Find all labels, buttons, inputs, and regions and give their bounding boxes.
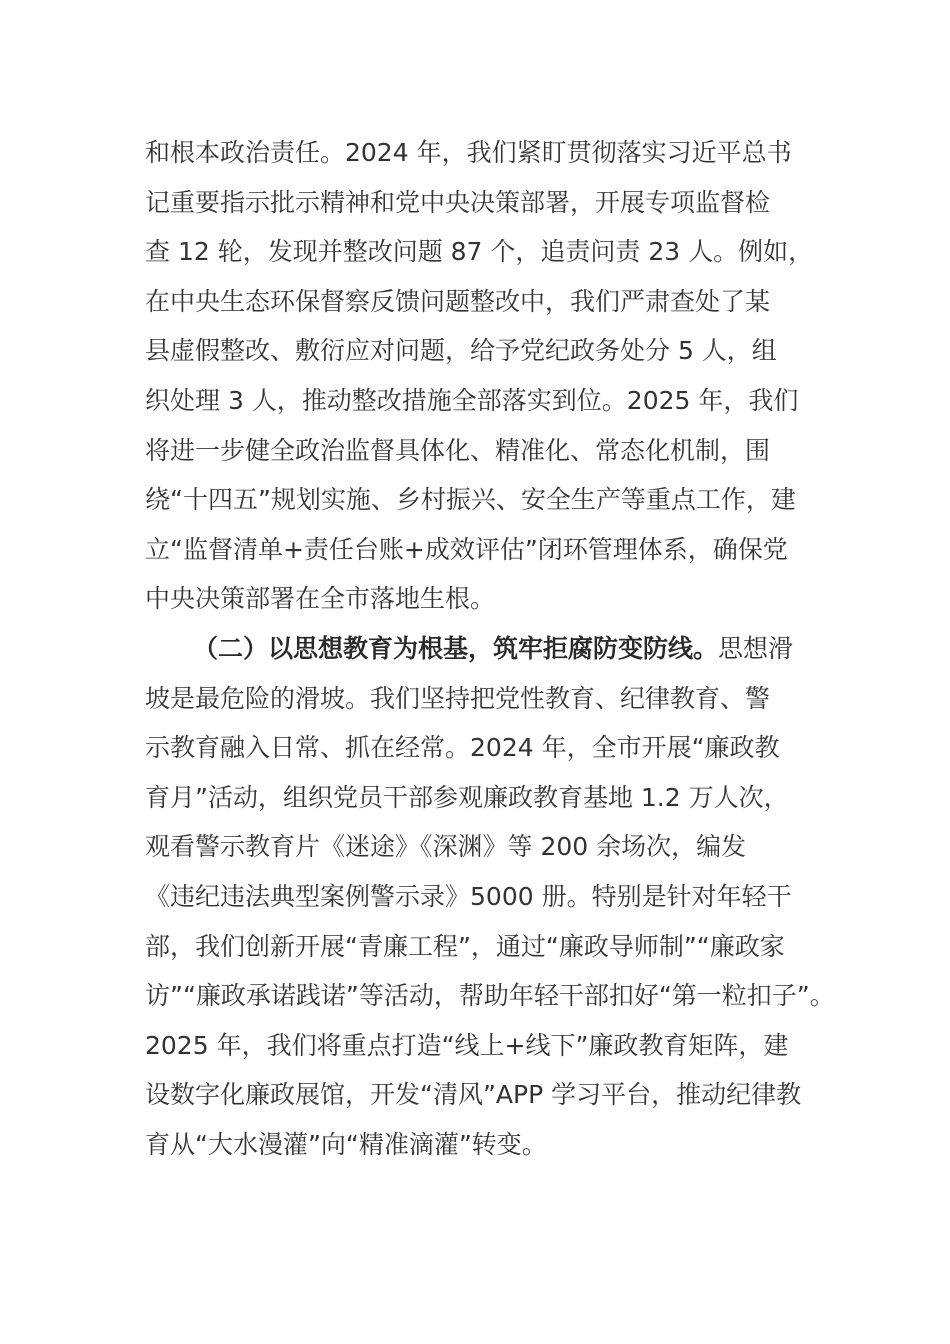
paragraph-2-first-text: 思想滑 bbox=[718, 633, 794, 663]
text-line: 县虚假整改、敷衍应对问题，给予党纪政务处分 5 人，组 bbox=[145, 336, 777, 366]
text-line: 和根本政治责任。2024 年，我们紧盯贯彻落实习近平总书 bbox=[145, 138, 792, 167]
text-line: 育月”活动，组织党员干部参观廉政教育基地 1.2 万人次， bbox=[145, 782, 789, 812]
text-line: 设数字化廉政展馆，开发“清风”APP 学习平台，推动纪律教 bbox=[145, 1080, 802, 1110]
text-line: 绕“十四五”规划实施、乡村振兴、安全生产等重点工作，建 bbox=[145, 485, 796, 515]
text-line: 部，我们创新开展“青廉工程”，通过“廉政导师制”“廉政家 bbox=[145, 931, 785, 961]
text-line: 中央决策部署在全市落地生根。 bbox=[145, 584, 496, 614]
text-line: 示教育融入日常、抓在经常。2024 年，全市开展“廉政教 bbox=[145, 733, 780, 763]
text-line: 在中央生态环保督察反馈问题整改中，我们严肃查处了某 bbox=[145, 286, 771, 316]
text-line: 育从“大水漫灌”向“精准滴灌”转变。 bbox=[145, 1129, 547, 1159]
paragraph-2-first-line bbox=[145, 624, 825, 674]
text-line: 访”“廉政承诺践诺”等活动，帮助年轻干部扣好“第一粒扣子”。 bbox=[145, 981, 835, 1011]
text-line: 查 12 轮，发现并整改问题 87 个，追责问责 23 人。例如， bbox=[145, 237, 814, 267]
section-heading: （二）以思想教育为根基，筑牢拒腐防变防线。 bbox=[193, 633, 719, 663]
text-line: 立“监督清单+责任台账+成效评估”闭环管理体系，确保党 bbox=[145, 534, 788, 564]
paragraph-2 bbox=[145, 624, 835, 1170]
document-body bbox=[145, 128, 835, 1169]
text-line: 2025 年，我们将重点打造“线上+线下”廉政教育矩阵，建 bbox=[145, 1030, 789, 1060]
text-line: 《违纪违法典型案例警示录》5000 册。特别是针对年轻干 bbox=[145, 881, 792, 911]
paragraph-1 bbox=[145, 128, 825, 624]
text-line: 织处理 3 人，推动整改措施全部落实到位。2025 年，我们 bbox=[145, 385, 799, 415]
text-line: 将进一步健全政治监督具体化、精准化、常态化机制，围 bbox=[145, 435, 771, 465]
text-line: 观看警示教育片《迷途》《深渊》等 200 余场次，编发 bbox=[145, 832, 747, 862]
text-line: 坡是最危险的滑坡。我们坚持把党性教育、纪律教育、警 bbox=[145, 683, 771, 713]
text-line: 记重要指示批示精神和党中央决策部署，开展专项监督检 bbox=[145, 187, 771, 217]
